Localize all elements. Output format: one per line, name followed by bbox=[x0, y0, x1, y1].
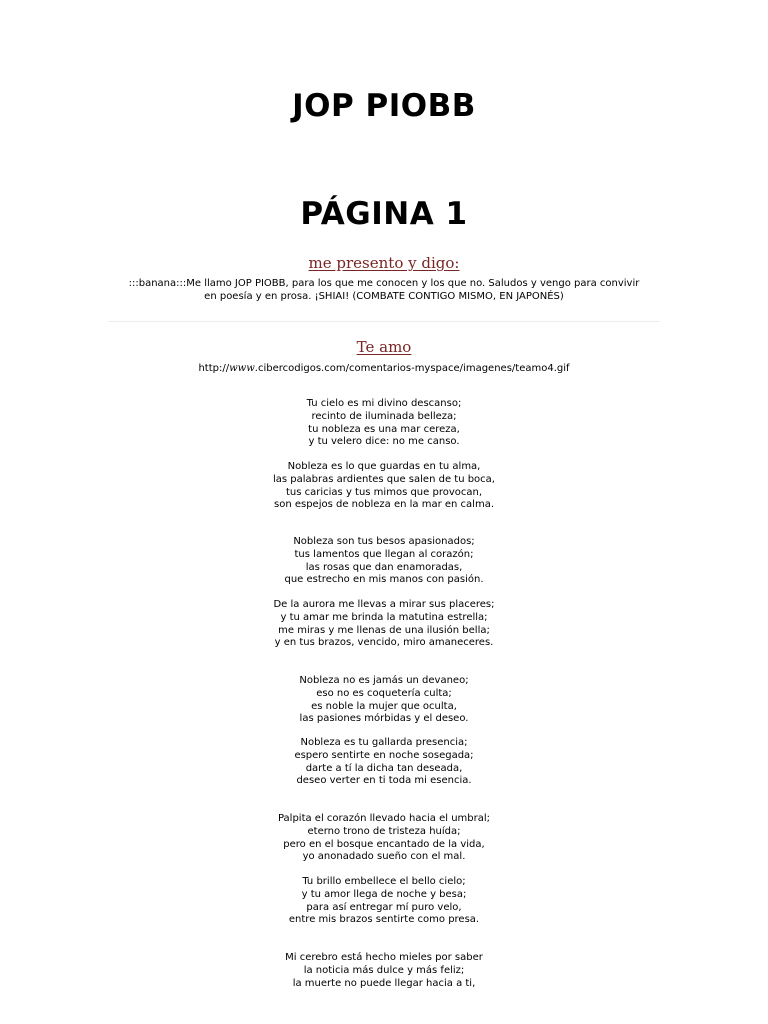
poem-line: Palpita el corazón llevado hacia el umbral; bbox=[277, 813, 491, 824]
poem-line: para así entregar mí puro velo, bbox=[306, 901, 462, 913]
poem-stanza bbox=[0, 599, 768, 650]
poem-stanza bbox=[0, 398, 768, 449]
poem-title[interactable]: Te amo bbox=[356, 338, 412, 356]
poem-line: yo anonadado sueño con el mal. bbox=[302, 851, 466, 863]
poem-line: es noble la mujer que oculta, bbox=[311, 700, 457, 712]
poem-line: Tu cielo es mi divino descanso; bbox=[306, 398, 462, 409]
poem-image-url bbox=[0, 362, 768, 375]
page-number-heading: PÁGINA 1 bbox=[300, 196, 468, 232]
poem-stanza bbox=[0, 536, 768, 587]
poem-line: y en tus brazos, vencido, miro amaneceres. bbox=[274, 637, 494, 649]
poem-line: la muerte no puede llegar hacia a ti, bbox=[292, 977, 476, 989]
poem-stanza bbox=[0, 675, 768, 726]
poem-line: espero sentirte en noche sosegada; bbox=[294, 749, 474, 761]
poem-line: darte a tí la dicha tan deseada, bbox=[305, 762, 463, 774]
poem-line: y tu velero dice: no me canso. bbox=[308, 436, 460, 448]
poem-line: Mi cerebro está hecho mieles por saber bbox=[285, 952, 483, 963]
poem-stanza bbox=[0, 461, 768, 512]
poem-line: me miras y me llenas de una ilusión bella; bbox=[278, 624, 490, 636]
poem-line: Nobleza es lo que guardas en tu alma, bbox=[287, 461, 481, 472]
poem-line: pero en el bosque encantado de la vida, bbox=[283, 838, 485, 850]
poem-line: y tu amar me brinda la matutina estrella; bbox=[280, 611, 488, 623]
poem-line: tus caricias y tus mimos que provocan, bbox=[285, 486, 483, 498]
poem-line: De la aurora me llevas a mirar sus placeres; bbox=[273, 599, 495, 610]
poem-line: tus lamentos que llegan al corazón; bbox=[294, 548, 474, 560]
image-url-host: www bbox=[229, 363, 255, 374]
poem-line: deseo verter en ti toda mi esencia. bbox=[296, 775, 472, 787]
poem-line: las palabras ardientes que salen de tu boca, bbox=[273, 473, 495, 485]
poem-line: entre mis brazos sentirte como presa. bbox=[288, 914, 480, 926]
poem-line: eso no es coquetería culta; bbox=[316, 687, 452, 699]
image-url-prefix: http:// bbox=[198, 363, 230, 374]
intro-text-line: en poesía y en prosa. ¡SHIAI! (COMBATE CONTIGO MISMO, EN JAPONÉS) bbox=[204, 291, 564, 302]
poem-line: y tu amor llega de noche y besa; bbox=[301, 888, 467, 900]
poem-stanza bbox=[0, 952, 768, 990]
site-title: JOP PIOBB bbox=[292, 88, 476, 124]
poem-line: Nobleza son tus besos apasionados; bbox=[293, 536, 475, 547]
poem-stanza bbox=[0, 813, 768, 864]
poem-line: las pasiones mórbidas y el deseo. bbox=[299, 713, 469, 725]
poem-stanza bbox=[0, 737, 768, 788]
poem-line: Tu brillo embellece el bello cielo; bbox=[302, 876, 466, 887]
poem-line: Nobleza no es jamás un devaneo; bbox=[299, 675, 469, 686]
intro-heading[interactable]: me presento y digo: bbox=[308, 254, 460, 272]
intro-text bbox=[100, 277, 668, 303]
poem-stanza bbox=[0, 876, 768, 927]
poem-line: recinto de iluminada belleza; bbox=[311, 410, 457, 422]
poem-line: las rosas que dan enamoradas, bbox=[305, 561, 463, 573]
poem-line: tu nobleza es una mar cereza, bbox=[308, 423, 460, 435]
poem-line: eterno trono de tristeza huída; bbox=[307, 825, 461, 837]
poem-line: la noticia más dulce y más feliz; bbox=[303, 964, 465, 976]
poem-line: son espejos de nobleza en la mar en calma. bbox=[274, 499, 494, 511]
poem-line: que estrecho en mis manos con pasión. bbox=[284, 574, 484, 586]
image-url-path: .cibercodigos.com/comentarios-myspace/imagenes/teamo4.gif bbox=[254, 363, 570, 374]
poem-line: Nobleza es tu gallarda presencia; bbox=[300, 737, 468, 748]
section-divider bbox=[108, 321, 660, 322]
intro-text-line: :::banana:::Me llamo JOP PIOBB, para los que me conocen y los que no. Saludos y vengo para convivir bbox=[128, 278, 640, 289]
